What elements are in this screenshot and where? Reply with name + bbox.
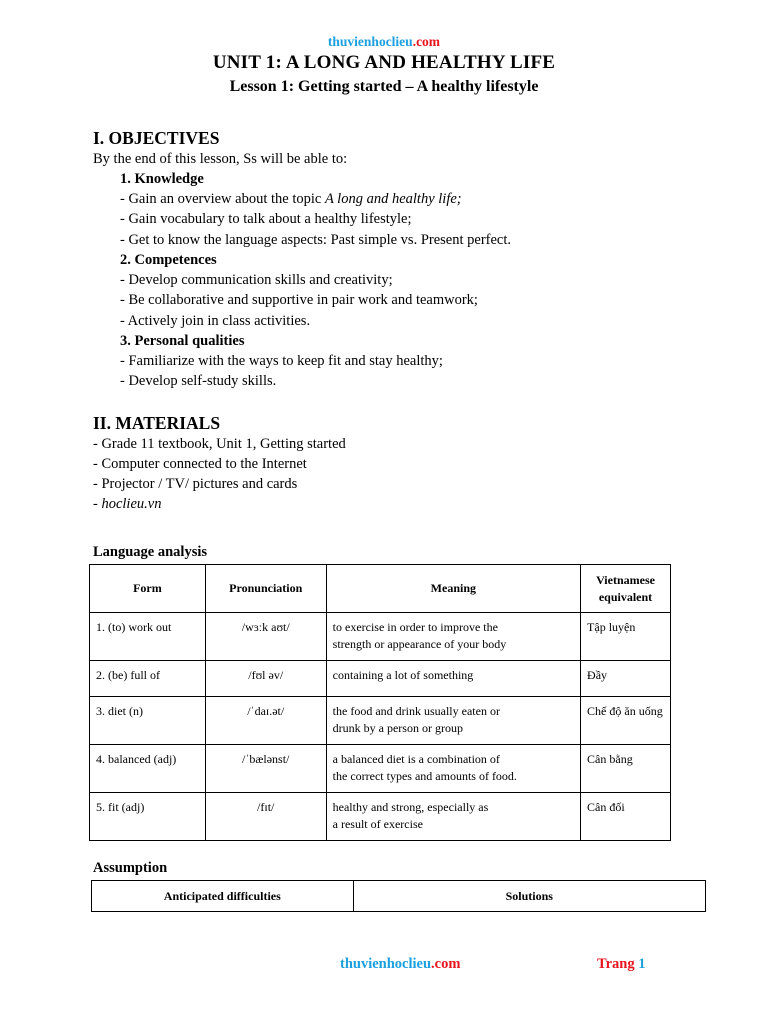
footer-site-link[interactable] [340,956,460,973]
cell-meaning [326,697,580,745]
assumption-heading: Assumption [93,860,168,876]
page-number [597,956,645,973]
cell-vietnamese: Cân bằng [581,745,671,793]
objectives-intro: By the end of this lesson, Ss will be able to: [93,151,348,167]
knowledge-item: - Gain vocabulary to talk about a healthy lifestyle; [120,211,412,227]
cell-vietnamese: Chế độ ăn uống [581,697,671,745]
objectives-heading: I. OBJECTIVES [93,128,220,148]
material-website-link[interactable]: hoclieu.vn [101,496,162,512]
column-header-difficulties: Anticipated difficulties [92,881,354,912]
column-header-pronunciation: Pronunciation [205,565,326,613]
meaning-line: healthy and strong, especially as [332,800,489,814]
column-header-vietnamese: Vietnamese equivalent [581,565,671,613]
material-item: - Computer connected to the Internet [93,456,307,472]
cell-meaning: containing a lot of something [326,661,580,697]
material-item: - Projector / TV/ pictures and cards [93,476,298,492]
table-row [90,793,671,841]
site-name: thuvienhoclieu [340,956,432,972]
meaning-line: the food and drink usually eaten or [332,704,500,718]
cell-meaning [326,613,580,661]
lesson-title: Lesson 1: Getting started – A healthy lifestyle [229,78,539,95]
meaning-line: a result of exercise [332,816,423,831]
cell-pronunciation: /ˈdaɪ.ət/ [205,697,326,745]
topic-name: A long and healthy life; [324,191,462,207]
language-analysis-heading: Language analysis [93,544,208,560]
table-row [90,613,671,661]
quality-item: - Develop self-study skills. [120,373,277,389]
knowledge-item-text: - Gain an overview about the topic [120,191,325,207]
cell-vietnamese: Cân đối [581,793,671,841]
competences-heading: 2. Competences [120,252,217,268]
cell-pronunciation: /wɜːk aʊt/ [205,613,326,661]
cell-form: 2. (be) full of [90,661,206,697]
competence-item: - Be collaborative and supportive in pair work and teamwork; [120,292,478,308]
competence-item: - Develop communication skills and creativity; [120,272,393,288]
meaning-line: the correct types and amounts of food. [332,768,517,783]
meaning-line: to exercise in order to improve the [332,620,498,634]
competence-item: - Actively join in class activities. [120,313,311,329]
meaning-line: a balanced diet is a combination of [332,752,500,766]
site-name: thuvienhoclieu [327,34,413,49]
site-domain: .com [431,956,461,972]
quality-item: - Familiarize with the ways to keep fit and stay healthy; [120,353,443,369]
cell-form: 4. balanced (adj) [90,745,206,793]
assumption-table [91,880,706,912]
qualities-heading: 3. Personal qualities [120,333,245,349]
cell-form: 5. fit (adj) [90,793,206,841]
cell-vietnamese: Đầy [581,661,671,697]
site-domain: .com [412,34,441,49]
table-row [90,697,671,745]
cell-form: 3. diet (n) [90,697,206,745]
column-header-solutions: Solutions [353,881,705,912]
page-number-value: 1 [638,956,646,972]
cell-meaning [326,745,580,793]
cell-pronunciation: /fʊl əv/ [205,661,326,697]
materials-heading: II. MATERIALS [93,413,221,433]
knowledge-heading: 1. Knowledge [120,171,204,187]
cell-pronunciation: /ˈbælənst/ [205,745,326,793]
page-label: Trang [597,956,639,972]
table-header-row [90,565,671,613]
cell-meaning [326,793,580,841]
knowledge-item: - Get to know the language aspects: Past simple vs. Present perfect. [120,232,511,248]
material-item: - Grade 11 textbook, Unit 1, Getting started [93,436,346,452]
language-analysis-table [89,564,671,841]
material-item [93,496,161,513]
cell-vietnamese: Tập luyện [581,613,671,661]
table-row [90,745,671,793]
meaning-line: drunk by a person or group [332,720,463,735]
header-site-link[interactable] [0,34,768,50]
table-row [90,661,671,697]
table-header-row [92,881,706,912]
meaning-line: strength or appearance of your body [332,636,507,651]
cell-form: 1. (to) work out [90,613,206,661]
unit-title: UNIT 1: A LONG AND HEALTHY LIFE [212,52,556,73]
knowledge-item [120,191,462,208]
material-item-prefix: - [93,496,102,512]
column-header-meaning: Meaning [326,565,580,613]
column-header-form: Form [90,565,206,613]
cell-pronunciation: /fɪt/ [205,793,326,841]
